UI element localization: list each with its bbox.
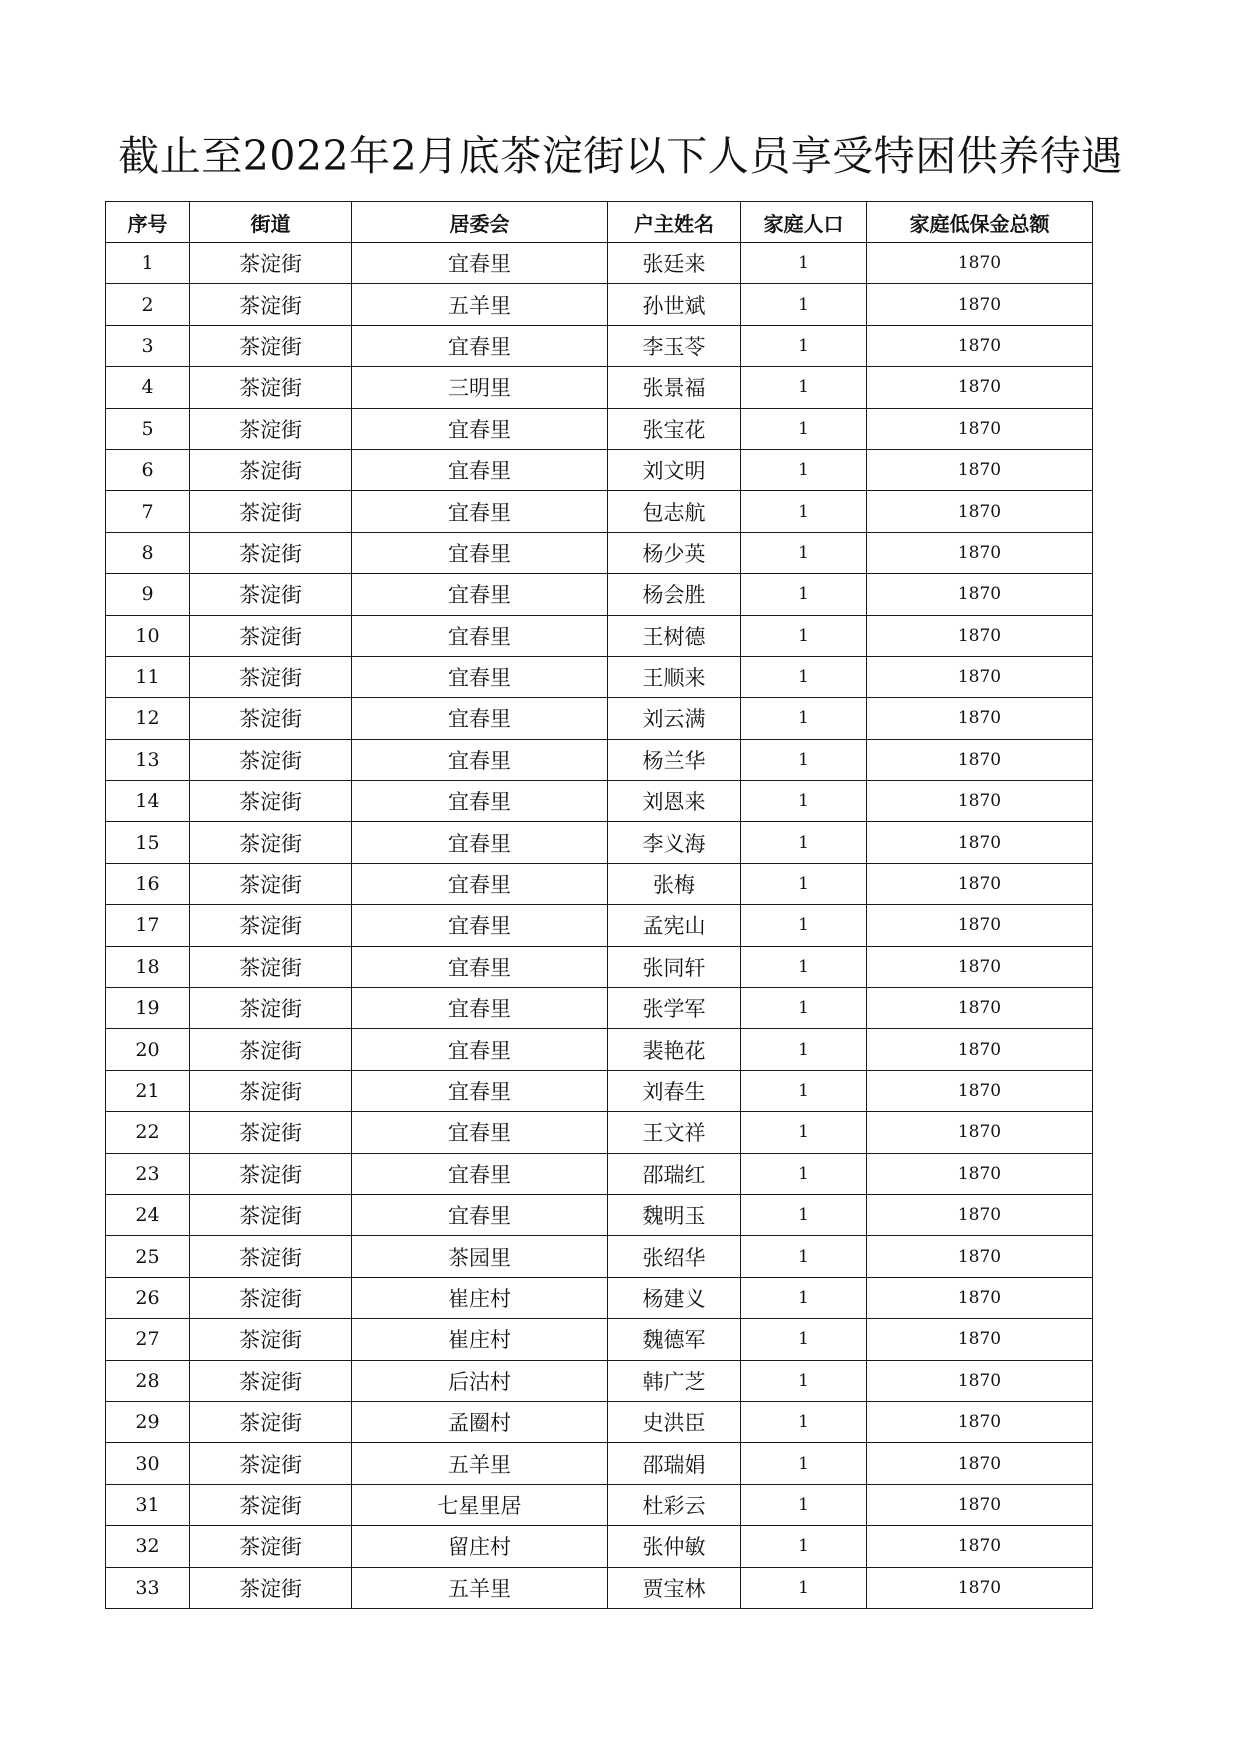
- committee-cell: 宜春里: [352, 698, 608, 739]
- householder-cell: 韩广芝: [608, 1360, 741, 1401]
- table-row: [106, 1401, 1093, 1442]
- serial-cell: 13: [106, 739, 190, 780]
- allowance-total-cell: 1870: [867, 988, 1093, 1029]
- table-row: [106, 739, 1093, 780]
- column-header-householder: 户主姓名: [608, 202, 741, 243]
- table-row: [106, 1070, 1093, 1111]
- allowance-total-cell: 1870: [867, 1567, 1093, 1608]
- household-size-cell: 1: [741, 1112, 867, 1153]
- committee-cell: 宜春里: [352, 574, 608, 615]
- committee-cell: 宜春里: [352, 863, 608, 904]
- table-row: [106, 1236, 1093, 1277]
- serial-cell: 8: [106, 532, 190, 573]
- street-cell: 茶淀街: [190, 1567, 352, 1608]
- household-size-cell: 1: [741, 615, 867, 656]
- allowance-total-cell: 1870: [867, 1236, 1093, 1277]
- table-row: [106, 325, 1093, 366]
- householder-cell: 王文祥: [608, 1112, 741, 1153]
- serial-cell: 32: [106, 1526, 190, 1567]
- serial-cell: 24: [106, 1194, 190, 1235]
- committee-cell: 宜春里: [352, 1194, 608, 1235]
- householder-cell: 魏德军: [608, 1319, 741, 1360]
- household-size-cell: 1: [741, 449, 867, 490]
- serial-cell: 1: [106, 243, 190, 284]
- householder-cell: 王顺来: [608, 656, 741, 697]
- household-size-cell: 1: [741, 1236, 867, 1277]
- table-row: [106, 615, 1093, 656]
- committee-cell: 五羊里: [352, 1567, 608, 1608]
- serial-cell: 14: [106, 781, 190, 822]
- householder-cell: 张梅: [608, 863, 741, 904]
- street-cell: 茶淀街: [190, 574, 352, 615]
- committee-cell: 三明里: [352, 367, 608, 408]
- street-cell: 茶淀街: [190, 284, 352, 325]
- street-cell: 茶淀街: [190, 1277, 352, 1318]
- street-cell: 茶淀街: [190, 532, 352, 573]
- street-cell: 茶淀街: [190, 408, 352, 449]
- street-cell: 茶淀街: [190, 988, 352, 1029]
- household-size-cell: 1: [741, 491, 867, 532]
- serial-cell: 3: [106, 325, 190, 366]
- serial-cell: 5: [106, 408, 190, 449]
- street-cell: 茶淀街: [190, 905, 352, 946]
- committee-cell: 宜春里: [352, 656, 608, 697]
- serial-cell: 28: [106, 1360, 190, 1401]
- household-size-cell: 1: [741, 1319, 867, 1360]
- allowance-total-cell: 1870: [867, 1484, 1093, 1525]
- serial-cell: 21: [106, 1070, 190, 1111]
- allowance-total-cell: 1870: [867, 822, 1093, 863]
- street-cell: 茶淀街: [190, 243, 352, 284]
- household-size-cell: 1: [741, 739, 867, 780]
- column-header-committee: 居委会: [352, 202, 608, 243]
- householder-cell: 张学军: [608, 988, 741, 1029]
- household-size-cell: 1: [741, 656, 867, 697]
- allowance-total-cell: 1870: [867, 1401, 1093, 1442]
- street-cell: 茶淀街: [190, 781, 352, 822]
- allowance-total-cell: 1870: [867, 1443, 1093, 1484]
- column-header-serial: 序号: [106, 202, 190, 243]
- street-cell: 茶淀街: [190, 698, 352, 739]
- street-cell: 茶淀街: [190, 863, 352, 904]
- committee-cell: 宜春里: [352, 781, 608, 822]
- committee-cell: 孟圈村: [352, 1401, 608, 1442]
- householder-cell: 张同轩: [608, 946, 741, 987]
- committee-cell: 宜春里: [352, 739, 608, 780]
- serial-cell: 25: [106, 1236, 190, 1277]
- allowance-total-cell: 1870: [867, 284, 1093, 325]
- allowance-total-cell: 1870: [867, 698, 1093, 739]
- allowance-total-cell: 1870: [867, 1526, 1093, 1567]
- table-row: [106, 1484, 1093, 1525]
- household-size-cell: 1: [741, 408, 867, 449]
- street-cell: 茶淀街: [190, 1029, 352, 1070]
- serial-cell: 22: [106, 1112, 190, 1153]
- table-row: [106, 1443, 1093, 1484]
- serial-cell: 15: [106, 822, 190, 863]
- allowance-total-cell: 1870: [867, 1319, 1093, 1360]
- serial-cell: 23: [106, 1153, 190, 1194]
- committee-cell: 宜春里: [352, 1153, 608, 1194]
- allowance-total-cell: 1870: [867, 325, 1093, 366]
- serial-cell: 20: [106, 1029, 190, 1070]
- household-size-cell: 1: [741, 1194, 867, 1235]
- column-header-household-size: 家庭人口: [741, 202, 867, 243]
- household-size-cell: 1: [741, 1526, 867, 1567]
- serial-cell: 9: [106, 574, 190, 615]
- table-row: [106, 822, 1093, 863]
- householder-cell: 孙世斌: [608, 284, 741, 325]
- table-row: [106, 243, 1093, 284]
- table-row: [106, 491, 1093, 532]
- street-cell: 茶淀街: [190, 1070, 352, 1111]
- committee-cell: 宜春里: [352, 408, 608, 449]
- street-cell: 茶淀街: [190, 1319, 352, 1360]
- householder-cell: 王树德: [608, 615, 741, 656]
- street-cell: 茶淀街: [190, 1484, 352, 1525]
- street-cell: 茶淀街: [190, 1236, 352, 1277]
- household-size-cell: 1: [741, 1567, 867, 1608]
- table-row: [106, 1360, 1093, 1401]
- household-size-cell: 1: [741, 698, 867, 739]
- table-row: [106, 574, 1093, 615]
- household-size-cell: 1: [741, 284, 867, 325]
- table-row: [106, 656, 1093, 697]
- household-size-cell: 1: [741, 1277, 867, 1318]
- allowance-total-cell: 1870: [867, 1070, 1093, 1111]
- householder-cell: 史洪臣: [608, 1401, 741, 1442]
- householder-cell: 李义海: [608, 822, 741, 863]
- allowance-total-cell: 1870: [867, 574, 1093, 615]
- serial-cell: 2: [106, 284, 190, 325]
- table-row: [106, 1526, 1093, 1567]
- street-cell: 茶淀街: [190, 325, 352, 366]
- household-size-cell: 1: [741, 1401, 867, 1442]
- serial-cell: 31: [106, 1484, 190, 1525]
- table-row: [106, 284, 1093, 325]
- household-size-cell: 1: [741, 988, 867, 1029]
- table-row: [106, 367, 1093, 408]
- street-cell: 茶淀街: [190, 1194, 352, 1235]
- table-row: [106, 863, 1093, 904]
- street-cell: 茶淀街: [190, 491, 352, 532]
- committee-cell: 宜春里: [352, 905, 608, 946]
- allowance-total-cell: 1870: [867, 1194, 1093, 1235]
- allowance-total-cell: 1870: [867, 449, 1093, 490]
- committee-cell: 宜春里: [352, 946, 608, 987]
- household-size-cell: 1: [741, 532, 867, 573]
- serial-cell: 4: [106, 367, 190, 408]
- street-cell: 茶淀街: [190, 946, 352, 987]
- committee-cell: 宜春里: [352, 1070, 608, 1111]
- table-row: [106, 532, 1093, 573]
- householder-cell: 杜彩云: [608, 1484, 741, 1525]
- householder-cell: 刘文明: [608, 449, 741, 490]
- householder-cell: 张仲敏: [608, 1526, 741, 1567]
- committee-cell: 宜春里: [352, 491, 608, 532]
- allowance-total-cell: 1870: [867, 1277, 1093, 1318]
- householder-cell: 魏明玉: [608, 1194, 741, 1235]
- serial-cell: 26: [106, 1277, 190, 1318]
- street-cell: 茶淀街: [190, 367, 352, 408]
- committee-cell: 七星里居: [352, 1484, 608, 1525]
- household-size-cell: 1: [741, 781, 867, 822]
- table-row: [106, 1153, 1093, 1194]
- committee-cell: 宜春里: [352, 988, 608, 1029]
- household-size-cell: 1: [741, 1484, 867, 1525]
- householder-cell: 邵瑞娟: [608, 1443, 741, 1484]
- committee-cell: 五羊里: [352, 1443, 608, 1484]
- allowance-total-cell: 1870: [867, 656, 1093, 697]
- serial-cell: 29: [106, 1401, 190, 1442]
- household-size-cell: 1: [741, 822, 867, 863]
- serial-cell: 19: [106, 988, 190, 1029]
- committee-cell: 宜春里: [352, 1029, 608, 1070]
- serial-cell: 7: [106, 491, 190, 532]
- householder-cell: 张绍华: [608, 1236, 741, 1277]
- street-cell: 茶淀街: [190, 1112, 352, 1153]
- household-size-cell: 1: [741, 574, 867, 615]
- household-size-cell: 1: [741, 946, 867, 987]
- street-cell: 茶淀街: [190, 1153, 352, 1194]
- household-size-cell: 1: [741, 1029, 867, 1070]
- table-row: [106, 905, 1093, 946]
- householder-cell: 杨兰华: [608, 739, 741, 780]
- table-row: [106, 946, 1093, 987]
- householder-cell: 张廷来: [608, 243, 741, 284]
- allowance-total-cell: 1870: [867, 781, 1093, 822]
- householder-cell: 杨少英: [608, 532, 741, 573]
- householder-cell: 贾宝林: [608, 1567, 741, 1608]
- allowance-total-cell: 1870: [867, 905, 1093, 946]
- page-title: 截止至2022年2月底茶淀街以下人员享受特困供养待遇: [118, 132, 1123, 180]
- table-row: [106, 1194, 1093, 1235]
- beneficiary-table: [105, 201, 1093, 1609]
- committee-cell: 留庄村: [352, 1526, 608, 1567]
- table-row: [106, 1319, 1093, 1360]
- household-size-cell: 1: [741, 905, 867, 946]
- household-size-cell: 1: [741, 1153, 867, 1194]
- householder-cell: 杨建义: [608, 1277, 741, 1318]
- committee-cell: 崔庄村: [352, 1319, 608, 1360]
- householder-cell: 李玉苓: [608, 325, 741, 366]
- committee-cell: 宜春里: [352, 532, 608, 573]
- serial-cell: 16: [106, 863, 190, 904]
- street-cell: 茶淀街: [190, 449, 352, 490]
- street-cell: 茶淀街: [190, 822, 352, 863]
- householder-cell: 张景福: [608, 367, 741, 408]
- serial-cell: 12: [106, 698, 190, 739]
- allowance-total-cell: 1870: [867, 863, 1093, 904]
- committee-cell: 宜春里: [352, 449, 608, 490]
- householder-cell: 刘云满: [608, 698, 741, 739]
- householder-cell: 裴艳花: [608, 1029, 741, 1070]
- householder-cell: 张宝花: [608, 408, 741, 449]
- column-header-street: 街道: [190, 202, 352, 243]
- household-size-cell: 1: [741, 863, 867, 904]
- street-cell: 茶淀街: [190, 1443, 352, 1484]
- householder-cell: 包志航: [608, 491, 741, 532]
- street-cell: 茶淀街: [190, 739, 352, 780]
- table-row: [106, 1277, 1093, 1318]
- household-size-cell: 1: [741, 1443, 867, 1484]
- householder-cell: 邵瑞红: [608, 1153, 741, 1194]
- committee-cell: 宜春里: [352, 325, 608, 366]
- serial-cell: 11: [106, 656, 190, 697]
- householder-cell: 刘春生: [608, 1070, 741, 1111]
- allowance-total-cell: 1870: [867, 243, 1093, 284]
- table-body: [106, 243, 1093, 1609]
- allowance-total-cell: 1870: [867, 615, 1093, 656]
- committee-cell: 后沽村: [352, 1360, 608, 1401]
- household-size-cell: 1: [741, 367, 867, 408]
- household-size-cell: 1: [741, 1070, 867, 1111]
- householder-cell: 杨会胜: [608, 574, 741, 615]
- committee-cell: 宜春里: [352, 822, 608, 863]
- allowance-total-cell: 1870: [867, 532, 1093, 573]
- committee-cell: 宜春里: [352, 243, 608, 284]
- committee-cell: 宜春里: [352, 615, 608, 656]
- allowance-total-cell: 1870: [867, 367, 1093, 408]
- allowance-total-cell: 1870: [867, 1029, 1093, 1070]
- street-cell: 茶淀街: [190, 1401, 352, 1442]
- serial-cell: 18: [106, 946, 190, 987]
- serial-cell: 10: [106, 615, 190, 656]
- table-row: [106, 781, 1093, 822]
- serial-cell: 6: [106, 449, 190, 490]
- household-size-cell: 1: [741, 1360, 867, 1401]
- committee-cell: 五羊里: [352, 284, 608, 325]
- street-cell: 茶淀街: [190, 1526, 352, 1567]
- table-row: [106, 1029, 1093, 1070]
- table-header: [106, 202, 1093, 243]
- serial-cell: 30: [106, 1443, 190, 1484]
- household-size-cell: 1: [741, 325, 867, 366]
- column-header-allowance-total: 家庭低保金总额: [867, 202, 1093, 243]
- street-cell: 茶淀街: [190, 656, 352, 697]
- allowance-total-cell: 1870: [867, 491, 1093, 532]
- table-row: [106, 698, 1093, 739]
- allowance-total-cell: 1870: [867, 1153, 1093, 1194]
- serial-cell: 27: [106, 1319, 190, 1360]
- householder-cell: 刘恩来: [608, 781, 741, 822]
- household-size-cell: 1: [741, 243, 867, 284]
- committee-cell: 茶园里: [352, 1236, 608, 1277]
- table-row: [106, 408, 1093, 449]
- table-row: [106, 988, 1093, 1029]
- allowance-total-cell: 1870: [867, 946, 1093, 987]
- allowance-total-cell: 1870: [867, 1112, 1093, 1153]
- committee-cell: 宜春里: [352, 1112, 608, 1153]
- committee-cell: 崔庄村: [352, 1277, 608, 1318]
- table-row: [106, 1567, 1093, 1608]
- street-cell: 茶淀街: [190, 615, 352, 656]
- householder-cell: 孟宪山: [608, 905, 741, 946]
- allowance-total-cell: 1870: [867, 739, 1093, 780]
- table-row: [106, 1112, 1093, 1153]
- street-cell: 茶淀街: [190, 1360, 352, 1401]
- header-row: [106, 202, 1093, 243]
- serial-cell: 17: [106, 905, 190, 946]
- allowance-total-cell: 1870: [867, 1360, 1093, 1401]
- serial-cell: 33: [106, 1567, 190, 1608]
- allowance-total-cell: 1870: [867, 408, 1093, 449]
- table-row: [106, 449, 1093, 490]
